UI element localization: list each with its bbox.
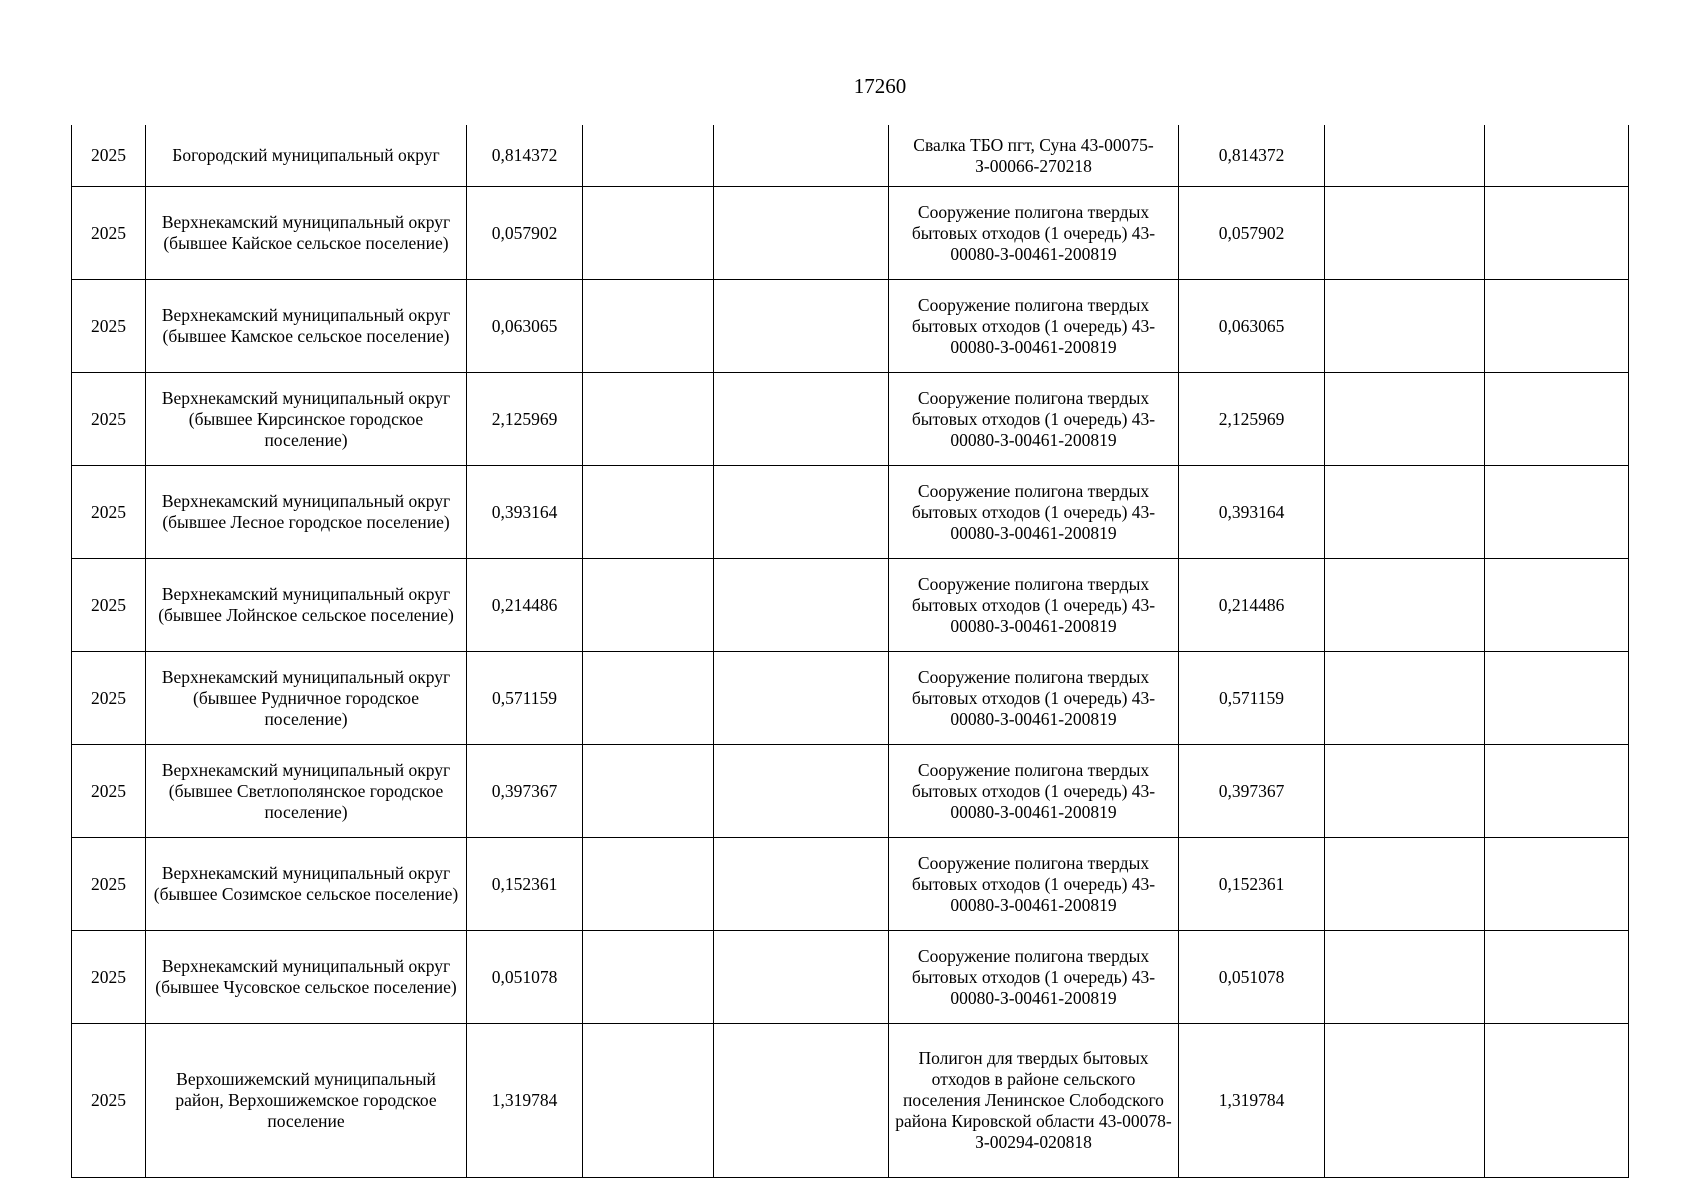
empty-cell — [714, 125, 889, 187]
empty-cell — [714, 466, 889, 559]
municipality-cell: Верхнекамский муниципальный округ (бывшее Созимское сельское поселение) — [146, 838, 467, 931]
municipality-cell: Верхнекамский муниципальный округ (бывшее Камское сельское поселение) — [146, 280, 467, 373]
facility-cell: Свалка ТБО пгт, Суна 43-00075-З-00066-270218 — [889, 125, 1179, 187]
value-cell: 0,814372 — [467, 125, 583, 187]
empty-cell — [1325, 373, 1485, 466]
empty-cell — [714, 373, 889, 466]
empty-cell — [714, 745, 889, 838]
empty-cell — [583, 187, 714, 280]
year-cell: 2025 — [72, 931, 146, 1024]
year-cell: 2025 — [72, 466, 146, 559]
municipality-cell: Верхнекамский муниципальный округ (бывшее Кирсинское городское поселение) — [146, 373, 467, 466]
facility-cell: Сооружение полигона твердых бытовых отходов (1 очередь) 43-00080-З-00461-200819 — [889, 652, 1179, 745]
empty-cell — [583, 125, 714, 187]
table-row — [72, 652, 1629, 745]
empty-cell — [583, 838, 714, 931]
empty-cell — [1325, 931, 1485, 1024]
facility-value-cell: 1,319784 — [1179, 1024, 1325, 1178]
municipality-cell: Верхнекамский муниципальный округ (бывшее Лесное городское поселение) — [146, 466, 467, 559]
empty-cell — [583, 466, 714, 559]
year-cell: 2025 — [72, 838, 146, 931]
facility-cell: Полигон для твердых бытовых отходов в районе сельского поселения Ленинское Слободского района Кировской области 43-00078-З-00294-020818 — [889, 1024, 1179, 1178]
empty-cell — [1485, 838, 1629, 931]
table-row — [72, 466, 1629, 559]
empty-cell — [714, 838, 889, 931]
value-cell: 1,319784 — [467, 1024, 583, 1178]
value-cell: 0,214486 — [467, 559, 583, 652]
facility-cell: Сооружение полигона твердых бытовых отходов (1 очередь) 43-00080-З-00461-200819 — [889, 559, 1179, 652]
value-cell: 2,125969 — [467, 373, 583, 466]
facility-cell: Сооружение полигона твердых бытовых отходов (1 очередь) 43-00080-З-00461-200819 — [889, 373, 1179, 466]
municipality-cell: Верхнекамский муниципальный округ (бывшее Рудничное городское поселение) — [146, 652, 467, 745]
year-cell: 2025 — [72, 1024, 146, 1178]
facility-value-cell: 0,571159 — [1179, 652, 1325, 745]
empty-cell — [714, 187, 889, 280]
empty-cell — [1325, 280, 1485, 373]
table-row — [72, 125, 1629, 187]
page-number: 17260 — [853, 74, 907, 98]
empty-cell — [1325, 1024, 1485, 1178]
empty-cell — [714, 652, 889, 745]
year-cell: 2025 — [72, 559, 146, 652]
year-cell: 2025 — [72, 745, 146, 838]
value-cell: 0,152361 — [467, 838, 583, 931]
empty-cell — [1325, 466, 1485, 559]
table-row — [72, 373, 1629, 466]
municipality-cell: Верхнекамский муниципальный округ (бывшее Лойнское сельское поселение) — [146, 559, 467, 652]
municipality-cell: Верхошижемский муниципальный район, Верхошижемское городское поселение — [146, 1024, 467, 1178]
year-cell: 2025 — [72, 652, 146, 745]
empty-cell — [714, 931, 889, 1024]
empty-cell — [583, 280, 714, 373]
facility-value-cell: 0,397367 — [1179, 745, 1325, 838]
empty-cell — [1485, 559, 1629, 652]
year-cell: 2025 — [72, 373, 146, 466]
facility-value-cell: 2,125969 — [1179, 373, 1325, 466]
empty-cell — [1325, 559, 1485, 652]
facility-value-cell: 0,057902 — [1179, 187, 1325, 280]
value-cell: 0,063065 — [467, 280, 583, 373]
empty-cell — [1485, 466, 1629, 559]
empty-cell — [583, 652, 714, 745]
value-cell: 0,397367 — [467, 745, 583, 838]
empty-cell — [1485, 280, 1629, 373]
value-cell: 0,393164 — [467, 466, 583, 559]
table-body — [72, 125, 1629, 1178]
facility-value-cell: 0,214486 — [1179, 559, 1325, 652]
facility-value-cell: 0,814372 — [1179, 125, 1325, 187]
municipality-cell: Богородский муниципальный округ — [146, 125, 467, 187]
facility-cell: Сооружение полигона твердых бытовых отходов (1 очередь) 43-00080-З-00461-200819 — [889, 280, 1179, 373]
municipality-cell: Верхнекамский муниципальный округ (бывшее Светлополянское городское поселение) — [146, 745, 467, 838]
empty-cell — [714, 559, 889, 652]
empty-cell — [583, 1024, 714, 1178]
empty-cell — [583, 931, 714, 1024]
table-row — [72, 1024, 1629, 1178]
facility-value-cell: 0,051078 — [1179, 931, 1325, 1024]
value-cell: 0,057902 — [467, 187, 583, 280]
empty-cell — [1325, 745, 1485, 838]
facility-value-cell: 0,063065 — [1179, 280, 1325, 373]
year-cell: 2025 — [72, 187, 146, 280]
empty-cell — [1485, 373, 1629, 466]
year-cell: 2025 — [72, 125, 146, 187]
empty-cell — [1485, 125, 1629, 187]
facility-cell: Сооружение полигона твердых бытовых отходов (1 очередь) 43-00080-З-00461-200819 — [889, 745, 1179, 838]
waste-register-table — [71, 125, 1629, 1178]
year-cell: 2025 — [72, 280, 146, 373]
municipality-cell: Верхнекамский муниципальный округ (бывшее Чусовское сельское поселение) — [146, 931, 467, 1024]
empty-cell — [583, 745, 714, 838]
table-row — [72, 931, 1629, 1024]
facility-cell: Сооружение полигона твердых бытовых отходов (1 очередь) 43-00080-З-00461-200819 — [889, 838, 1179, 931]
empty-cell — [1485, 745, 1629, 838]
empty-cell — [714, 280, 889, 373]
empty-cell — [1485, 931, 1629, 1024]
empty-cell — [1485, 1024, 1629, 1178]
table-row — [72, 280, 1629, 373]
empty-cell — [1325, 187, 1485, 280]
empty-cell — [1485, 187, 1629, 280]
empty-cell — [714, 1024, 889, 1178]
empty-cell — [1325, 652, 1485, 745]
table-row — [72, 745, 1629, 838]
empty-cell — [1485, 652, 1629, 745]
table-row — [72, 187, 1629, 280]
empty-cell — [583, 373, 714, 466]
facility-value-cell: 0,152361 — [1179, 838, 1325, 931]
table-row — [72, 838, 1629, 931]
value-cell: 0,051078 — [467, 931, 583, 1024]
facility-cell: Сооружение полигона твердых бытовых отходов (1 очередь) 43-00080-З-00461-200819 — [889, 187, 1179, 280]
municipality-cell: Верхнекамский муниципальный округ (бывшее Кайское сельское поселение) — [146, 187, 467, 280]
empty-cell — [583, 559, 714, 652]
empty-cell — [1325, 125, 1485, 187]
facility-value-cell: 0,393164 — [1179, 466, 1325, 559]
facility-cell: Сооружение полигона твердых бытовых отходов (1 очередь) 43-00080-З-00461-200819 — [889, 466, 1179, 559]
empty-cell — [1325, 838, 1485, 931]
value-cell: 0,571159 — [467, 652, 583, 745]
facility-cell: Сооружение полигона твердых бытовых отходов (1 очередь) 43-00080-З-00461-200819 — [889, 931, 1179, 1024]
table-row — [72, 559, 1629, 652]
